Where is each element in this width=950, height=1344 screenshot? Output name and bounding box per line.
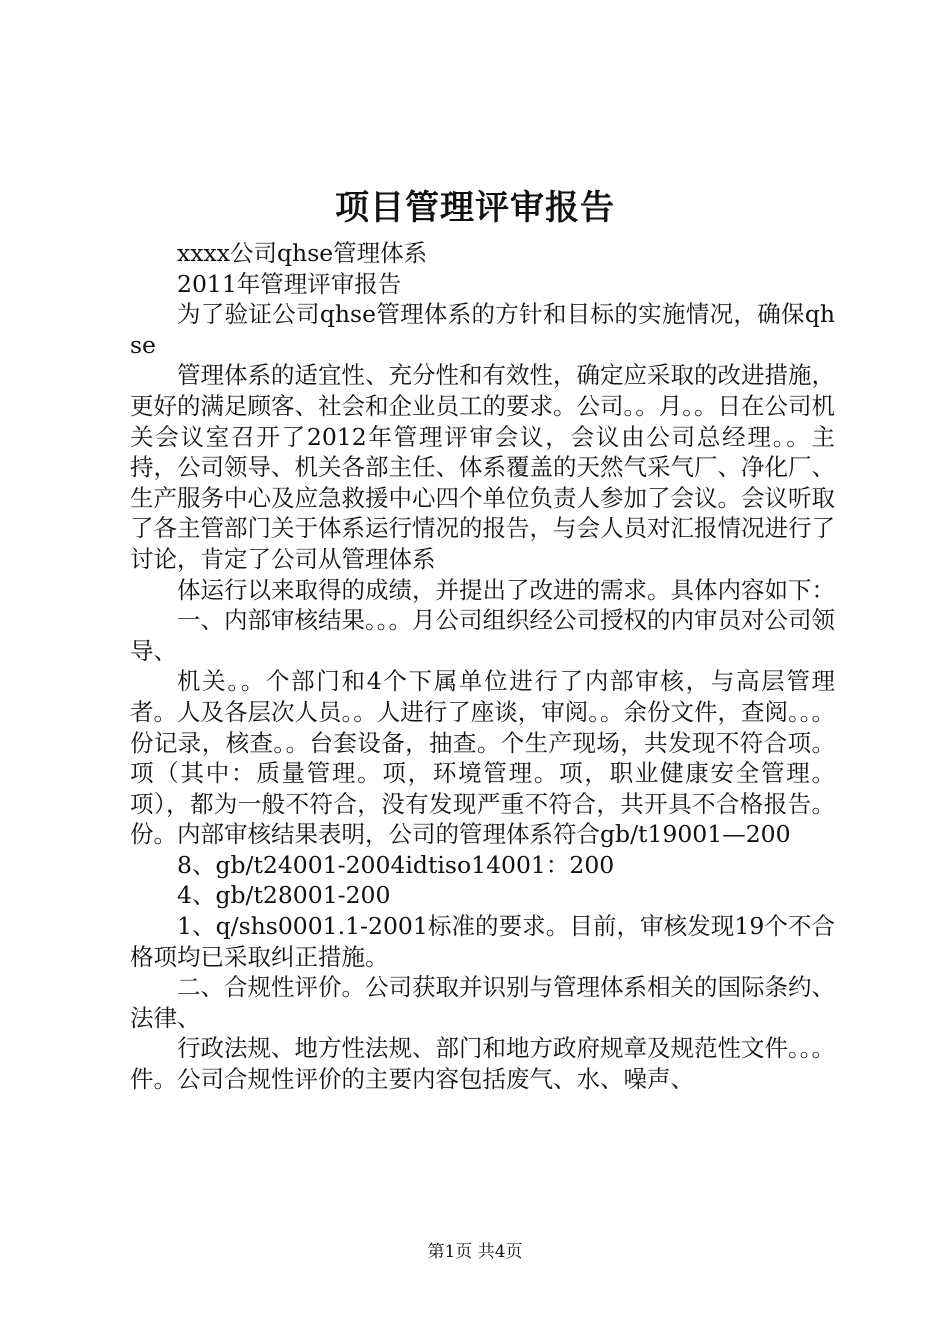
paragraph-purpose: 为了验证公司qhse管理体系的方针和目标的实施情况，确保qhse [130, 300, 835, 359]
document-title: 项目管理评审报告 [335, 188, 615, 228]
paragraph-compliance-details: 行政法规、地方性法规、部门和地方政府规章及规范性文件。。。件。公司合规性评价的主要内容包括废气、水、噪声、 [130, 1034, 835, 1094]
paragraph-compliance-heading: 二、合规性评价。公司获取并识别与管理体系相关的国际条约、法律、 [130, 973, 835, 1032]
paragraph-report-year: 2011年管理评审报告 [177, 269, 402, 298]
paragraph-internal-audit-details: 机关。。个部门和4个下属单位进行了内部审核，与高层管理者。人及各层次人员。。人进行了座谈，审阅。。余份文件，查阅。。。份记录，核查。。台套设备，抽查。个生产现场，共发现不符合项。项（其中：质量管理。项，环境管理。项，职业健康安全管理。项），都为一般不符合，没有发现严重不符合，共开具不合格报告。份。内部审核结果表明，公司的管理体系符合gb/t19001—200 [130, 667, 835, 849]
paragraph-meeting: 管理体系的适宜性、充分性和有效性，确定应采取的改进措施，更好的满足顾客、社会和企业员工的要求。公司。。月。。日在公司机关会议室召开了2012年管理评审会议，会议由公司总经理。。主持，公司领导、机关各部主任、体系覆盖的天然气采气厂、净化厂、生产服务中心及应急救援中心四个单位负责人参加了会议。会议听取了各主管部门关于体系运行情况的报告，与会人员对汇报情况进行了讨论，肯定了公司从管理体系 [130, 361, 835, 573]
page-footer: 第1页 共4页 [427, 1242, 523, 1262]
paragraph-standard-24001: 8、gb/t24001-2004idtiso14001：200 [177, 850, 615, 879]
paragraph-internal-audit-heading: 一、内部审核结果。。。月公司组织经公司授权的内审员对公司领导、 [130, 606, 835, 665]
paragraph-standard-shs0001: 1、q/shs0001.1-2001标准的要求。目前，审核发现19个不合格项均已采取纠正措施。 [130, 912, 835, 971]
paragraph-achievements: 体运行以来取得的成绩，并提出了改进的需求。具体内容如下： [177, 575, 835, 604]
document-body [130, 238, 835, 1095]
paragraph-company-system: xxxx公司qhse管理体系 [177, 239, 428, 267]
paragraph-standard-28001: 4、gb/t28001-200 [177, 881, 391, 910]
